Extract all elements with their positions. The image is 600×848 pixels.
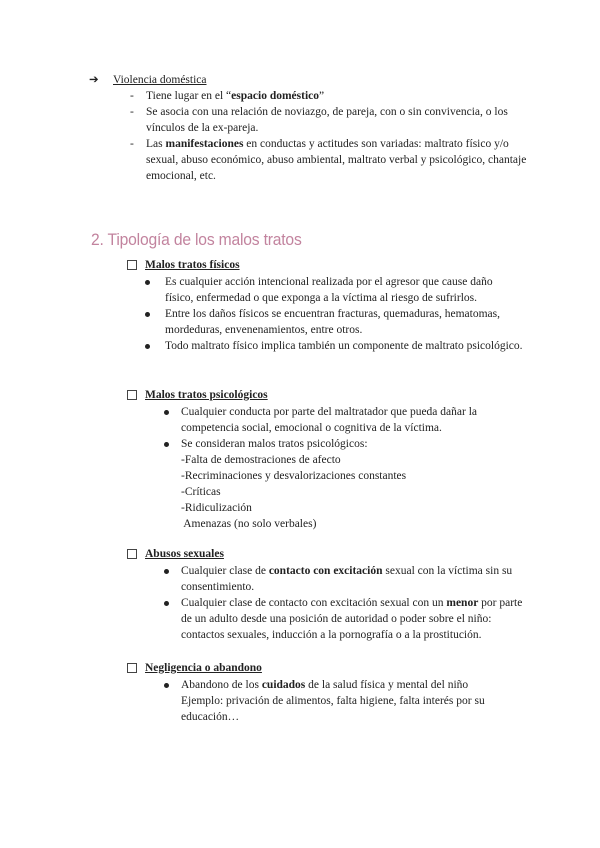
item-bold: espacio doméstico (231, 90, 320, 102)
psychological-title: Malos tratos psicológicos (145, 389, 268, 401)
psychological-bullets (161, 404, 521, 532)
bullet-text: Es cualquier acción intencional realizada por el agresor que cause daño físico, enfermedad o que exponga a la víctima al riesgo de sufrirlos. (165, 276, 493, 304)
list-item (161, 677, 506, 725)
bullet-text: Abandono de los (181, 679, 262, 691)
neglect-title: Negligencia o abandono (145, 662, 262, 674)
sublist-item: -Recriminaciones y desvalorizaciones constantes (181, 470, 407, 482)
bullet-bold: contacto con excitación (268, 565, 383, 577)
bullet-text: Todo maltrato físico implica también un componente de maltrato psicológico. (165, 340, 523, 352)
item-text: ” (319, 90, 325, 102)
list-item (130, 136, 540, 184)
bullet-text: Cualquier clase de (181, 565, 269, 577)
bullet-text: Cualquier conducta por parte del maltratador que pueda dañar la competencia social, emocional o cognitiva de la víctima. (181, 406, 477, 434)
dash-marker: - (130, 106, 134, 118)
category-title (127, 257, 547, 273)
checkbox-icon[interactable] (127, 260, 137, 270)
bullet-text: Cualquier clase de contacto con excitación sexual con un (181, 597, 447, 609)
bullet-icon (164, 683, 169, 688)
sexual-title: Abusos sexuales (145, 548, 224, 560)
domestic-violence-title: Violencia doméstica (113, 74, 207, 86)
bullet-icon (164, 569, 169, 574)
category-psychological (127, 387, 547, 532)
dash-marker: - (130, 138, 134, 150)
sublist-item: Amenazas (no solo verbales) (181, 518, 317, 530)
bullet-bold: menor (446, 597, 479, 609)
bullet-text: por parte de un adulto desde una posición de autoridad o poder sobre el niño: contactos sexuales, inducción a la pornografía o a la prostitución. (181, 597, 523, 641)
list-item (130, 88, 540, 104)
sublist-item: -Ridiculización (181, 502, 252, 514)
bullet-icon (145, 280, 150, 285)
category-sexual (127, 546, 547, 643)
list-item (161, 404, 521, 436)
physical-title: Malos tratos físicos (145, 259, 240, 271)
item-bold: manifestaciones (165, 138, 244, 150)
list-item (130, 104, 540, 136)
bullet-icon (145, 312, 150, 317)
list-item (161, 436, 521, 532)
category-physical (127, 257, 547, 354)
domestic-violence-list (130, 88, 540, 184)
right-arrow-icon: ➔ (89, 74, 99, 86)
category-neglect (127, 660, 547, 725)
category-title (127, 660, 547, 676)
sexual-bullets (161, 563, 525, 643)
bullet-icon (164, 601, 169, 606)
bullet-text: sexual con la víctima sin su consentimiento. (181, 565, 513, 593)
category-title (127, 387, 547, 403)
bullet-text: de la salud física y mental del niño (305, 679, 469, 691)
list-item (143, 338, 523, 354)
category-title (127, 546, 547, 562)
neglect-example: Ejemplo: privación de alimentos, falta higiene, falta interés por su educación… (181, 695, 485, 723)
bullet-text: Entre los daños físicos se encuentran fracturas, quemaduras, hematomas, mordeduras, envenenamientos, entre otros. (165, 308, 500, 336)
checkbox-icon[interactable] (127, 663, 137, 673)
bullet-bold: cuidados (261, 679, 306, 691)
checkbox-icon[interactable] (127, 549, 137, 559)
bullet-icon (164, 442, 169, 447)
checkbox-icon[interactable] (127, 390, 137, 400)
physical-bullets (143, 274, 523, 354)
neglect-bullets (161, 677, 506, 725)
bullet-text: Se consideran malos tratos psicológicos: (181, 438, 368, 450)
item-text: Las (146, 138, 166, 150)
psychological-sublist (181, 452, 521, 532)
item-text: Se asocia con una relación de noviazgo, de pareja, con o sin convivencia, o los vínculos de la ex-pareja. (146, 106, 508, 134)
list-item (161, 563, 525, 595)
item-text: en conductas y actitudes son variadas: maltrato físico y/o sexual, abuso económico, abuso ambiental, maltrato verbal y psicológico, chantaje emocional, etc. (146, 138, 527, 182)
item-text: Tiene lugar en el “ (146, 90, 232, 102)
section-heading: 2. Tipología de los malos tratos (91, 230, 302, 249)
list-item (143, 274, 523, 306)
dash-marker: - (130, 90, 134, 102)
bullet-icon (164, 410, 169, 415)
list-item (143, 306, 523, 338)
bullet-icon (145, 344, 150, 349)
sublist-item: -Falta de demostraciones de afecto (181, 454, 341, 466)
list-item (161, 595, 525, 643)
sublist-item: -Críticas (181, 486, 221, 498)
